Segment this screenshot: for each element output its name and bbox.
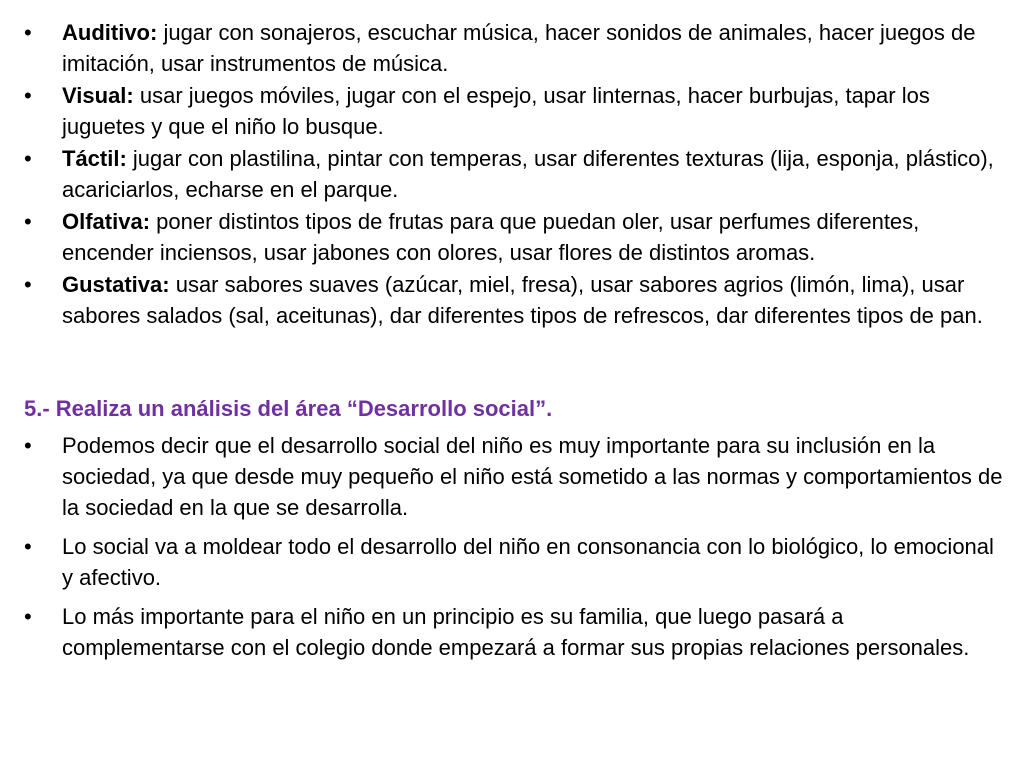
item-label: Táctil: <box>62 146 127 171</box>
item-text: Lo social va a moldear todo el desarrollo del niño en consonancia con lo biológico, lo emocional y afectivo. <box>62 534 994 590</box>
list-item-olfativa <box>0 206 1024 268</box>
list-item-gustativa <box>0 269 1024 331</box>
social-development-list <box>0 430 1024 671</box>
item-label: Visual: <box>62 83 134 108</box>
section-heading: 5.- Realiza un análisis del área “Desarrollo social”. <box>24 396 553 421</box>
list-item-social-2 <box>0 531 1024 593</box>
sensory-stimulation-list <box>0 17 1024 332</box>
bullet-icon: • <box>24 83 32 108</box>
item-text: Lo más importante para el niño en un principio es su familia, que luego pasará a complementarse con el colegio donde empezará a formar sus propias relaciones personales. <box>62 604 970 660</box>
item-text: jugar con sonajeros, escuchar música, hacer sonidos de animales, hacer juegos de imitación, usar instrumentos de música. <box>62 20 976 76</box>
list-item-visual <box>0 80 1024 142</box>
list-item-social-3 <box>0 601 1024 663</box>
item-text: poner distintos tipos de frutas para que puedan oler, usar perfumes diferentes, encender inciensos, usar jabones con olores, usar flores de distintos aromas. <box>62 209 920 265</box>
bullet-icon: • <box>24 604 32 629</box>
bullet-icon: • <box>24 534 32 559</box>
list-item-auditivo <box>0 17 1024 79</box>
item-text: jugar con plastilina, pintar con temperas, usar diferentes texturas (lija, esponja, plástico), acariciarlos, echarse en el parque. <box>62 146 994 202</box>
item-text: usar juegos móviles, jugar con el espejo, usar linternas, hacer burbujas, tapar los juguetes y que el niño lo busque. <box>62 83 930 139</box>
item-text: Podemos decir que el desarrollo social del niño es muy importante para su inclusión en la sociedad, ya que desde muy pequeño el niño está sometido a las normas y comportamientos de la sociedad en la que se desarrolla. <box>62 433 1003 520</box>
list-item-social-1 <box>0 430 1024 523</box>
item-label: Gustativa: <box>62 272 170 297</box>
item-text: usar sabores suaves (azúcar, miel, fresa), usar sabores agrios (limón, lima), usar sabores salados (sal, aceitunas), dar diferentes tipos de refrescos, dar diferentes tipos de pan. <box>62 272 983 328</box>
bullet-icon: • <box>24 433 32 458</box>
list-item-tactil <box>0 143 1024 205</box>
item-label: Auditivo: <box>62 20 158 45</box>
bullet-icon: • <box>24 146 32 171</box>
bullet-icon: • <box>24 272 32 297</box>
item-label: Olfativa: <box>62 209 151 234</box>
bullet-icon: • <box>24 209 32 234</box>
bullet-icon: • <box>24 20 32 45</box>
